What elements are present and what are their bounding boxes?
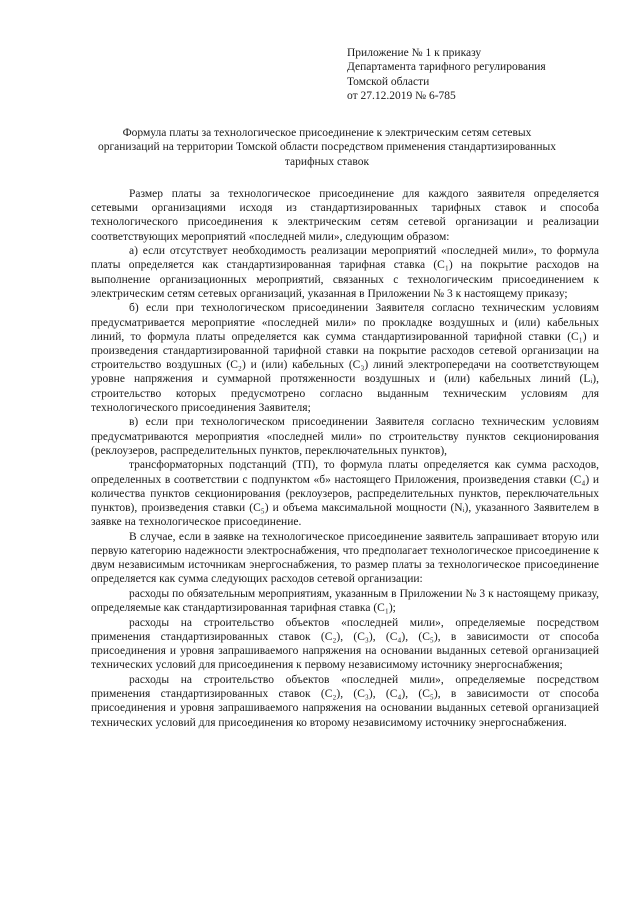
- paragraph-reliability: В случае, если в заявке на технологическое присоединение заявитель запрашивает вторую или первую категорию надежности электроснабжения, что предполагает технологическое присоединение к двум независимым источникам энергоснабжения, то размер платы за технологическое присоединение определяется как сумма следующих расходов сетевой организации:: [91, 530, 599, 586]
- paragraph-mandatory-costs: расходы по обязательным мероприятиям, указанным в Приложении № 3 к настоящему приказу, определяемые как стандартизированная тарифная ставка (C₁);: [91, 588, 599, 615]
- document-title: Формула платы за технологическое присоединение к электрическим сетям сетевых организаций на территории Томской области посредством применения стандартизированных тарифных ставок: [97, 127, 557, 168]
- document-body: [91, 187, 599, 730]
- paragraph-intro: Размер платы за технологическое присоединение для каждого заявителя определяется сетевыми организациями исходя из стандартизированных тарифных ставок и способа технологического присоединения к электрическим сетям сетевой организации и реализации соответствующих мероприятий «последней мили», следующим образом:: [91, 188, 599, 243]
- paragraph-v-continued: трансформаторных подстанций (ТП), то формула платы определяется как сумма расходов, определенных в соответствии с подпунктом «б» настоящего Приложения, произведения ставки (C₄) и количества пунктов секционирования (реклоузеров, распределительных пунктов, переключательных пунктов), произведения ставки (C₅) и объема максимальной мощности (Nᵢ), указанного Заявителем в заявке на технологическое присоединение.: [91, 459, 599, 529]
- appendix-line-1: Приложение № 1 к приказу: [347, 47, 482, 59]
- appendix-line-4: от 27.12.2019 № 6-785: [347, 89, 456, 102]
- appendix-header: [347, 46, 607, 103]
- paragraph-second-source: расходы на строительство объектов «последней мили», определяемые посредством применения стандартизированных ставок (C₂), (C₃), (C₄), (C₅), в зависимости от способа присоединения и уровня запрашиваемого напряжения на основании выданных сетевой организацией технических условий для присоединения ко второму независимому источнику энергоснабжения.: [91, 674, 599, 729]
- paragraph-a: а) если отсутствует необходимость реализации мероприятий «последней мили», то формула платы определяется как стандартизированная тарифная ставка (C₁) на покрытие расходов на выполнение организационных мероприятий, связанных с технологическим присоединением к электрическим сетям сетевых организаций, указанная в Приложении № 3 к настоящему приказу;: [91, 245, 599, 300]
- paragraph-first-source: расходы на строительство объектов «последней мили», определяемые посредством применения стандартизированных ставок (C₂), (C₃), (C₄), (C₅), в зависимости от способа присоединения и уровня запрашиваемого напряжения на основании выданных сетевой организацией технических условий для присоединения к первому независимому источнику энергоснабжения;: [91, 616, 599, 672]
- appendix-line-2: Департамента тарифного регулирования: [347, 61, 546, 74]
- paragraph-v: в) если при технологическом присоединении Заявителя согласно техническим условиям предусматриваются мероприятия «последней мили» по строительству пунктов секционирования (реклоузеров, распределительных пунктов, переключательных пунктов),: [91, 416, 599, 457]
- paragraph-b: б) если при технологическом присоединении Заявителя согласно техническим условиям предусматривается мероприятие «последней мили» по прокладке воздушных и (или) кабельных линий, то формула платы определяется как сумма стандартизированной тарифной ставки (C₁) и произведения стандартизированной тарифной ставки на покрытие расходов сетевой организации на строительство воздушных (C₂) и (или) кабельных (C₃) линий электропередачи на соответствующем уровне напряжения и суммарной протяженности воздушных и (или) кабельных линий (Lᵢ), строительство которых предусмотрено согласно выданным техническим условиям для технологического присоединения Заявителя;: [91, 302, 599, 414]
- appendix-line-3: Томской области: [347, 75, 430, 88]
